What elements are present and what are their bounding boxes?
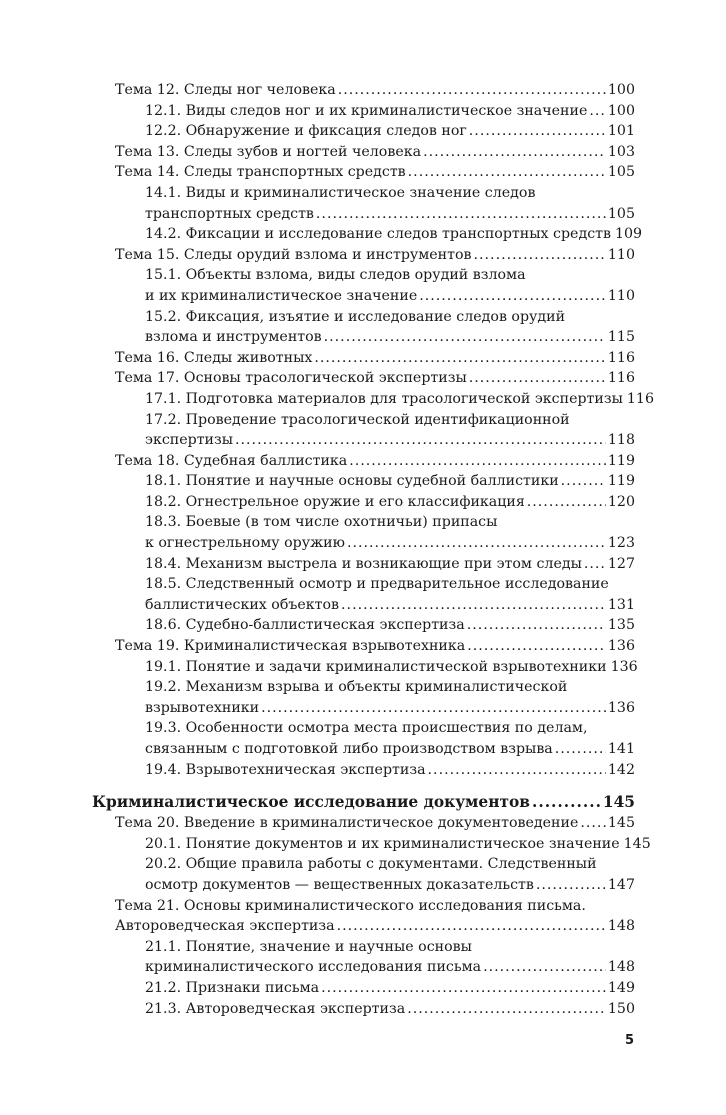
toc-entry-page: 131 [607,596,635,613]
dot-leader [314,348,606,369]
toc-entry-title: 18.2. Огнестрельное оружие и его классификация [145,493,525,510]
toc-entry-page: 127 [607,555,635,572]
toc-entry-topic [115,142,635,163]
toc-entry-line [145,615,635,636]
toc-entry-sub [145,574,635,615]
toc-entry-page: 110 [607,287,635,304]
toc-entry-topic [115,162,635,183]
toc-entry-sub [145,718,635,759]
toc-entry-topic [115,80,635,101]
toc-entry-title-first-line: Тема 21. Основы криминалистического исследования письма. [115,897,586,914]
toc-entry-page: 101 [607,123,635,140]
toc-entry-page: 136 [607,638,635,655]
dot-leader [469,368,606,389]
toc-entry-line [145,595,635,616]
toc-entry-line [145,389,654,410]
toc-entry-line [145,327,635,348]
toc-entry-title-first-line: 17.2. Проведение трасологической идентификационной [145,411,570,428]
toc-entry-line [145,739,635,760]
toc-entry-line [115,368,635,389]
toc-entry-sub [145,224,643,245]
toc-entry-page: 145 [602,793,635,812]
toc-entry-title: 21.3. Автороведческая экспертиза [145,1000,406,1017]
toc-entry-title-first-line: 18.5. Следственный осмотр и предварительное исследование [145,576,609,593]
toc-entry-line [145,286,635,307]
toc-entry-sub [145,410,635,451]
toc-entry-page: 100 [607,102,635,119]
toc-entry-line [115,80,635,101]
dot-leader [536,875,606,896]
dot-leader [423,142,606,163]
toc-entry-topic [115,368,635,389]
toc-entry-title: 18.1. Понятие и научные основы судебной баллистики [145,473,559,490]
toc-entry-page: 141 [607,741,635,757]
toc-entry-title-first-line: 15.1. Объекты взлома, виды следов орудий взлома [145,267,526,284]
toc-entry-line [115,348,635,369]
toc-entry-line [145,224,643,245]
toc-entry-line [145,533,635,554]
toc-entry-sub [145,978,635,999]
toc-entry-title: 12.1. Виды следов ног и их криминалистическое значение [145,102,588,119]
toc-entry-sub [145,615,635,636]
dot-leader [338,80,606,101]
toc-entry-title-first-line: 18.3. Боевые (в том числе охотничьи) припасы [145,514,498,531]
toc-entry-sub [145,937,635,978]
toc-entry-title: связанным с подготовкой либо производством взрыва [145,741,553,757]
toc-entry-page: 116 [607,370,635,387]
toc-entry-title: 12.2. Обнаружение и фиксация следов ног [145,123,467,140]
toc-entry-title: 18.4. Механизм выстрела и возникающие при этом следы [145,555,582,572]
toc-entry-line [145,554,635,575]
toc-entry-topic [115,813,635,834]
toc-entry-line [115,916,635,937]
dot-leader [555,739,606,760]
toc-entry-page: 136 [607,699,635,716]
toc-entry-title: Тема 20. Введение в криминалистическое документоведение [115,815,579,832]
toc-entry-sub [145,657,638,678]
toc-entry-sub [145,121,635,142]
toc-entry-title: Тема 13. Следы зубов и ногтей человека [115,143,422,160]
toc-entry-sub [145,101,635,122]
toc-entry-page: 118 [607,432,635,449]
toc-entry-page: 109 [614,226,643,243]
toc-entry-line [115,636,635,657]
toc-entry-page: 123 [607,535,635,552]
toc-entry-sub [145,760,635,781]
toc-entry-line [145,101,635,122]
toc-entry-line [92,792,635,813]
dot-leader [324,327,606,348]
toc-entry-page: 103 [607,143,635,160]
toc-entry-title: взлома и инструментов [145,329,322,346]
toc-entry-line [145,471,635,492]
toc-entry-title: 19.1. Понятие и задачи криминалистической взрывотехники [145,658,607,675]
dot-leader [349,451,606,472]
toc-entry-page: 105 [607,164,635,181]
toc-entry-line [115,245,635,266]
dot-leader [341,595,606,616]
toc-entry-line [145,121,635,142]
toc-entry-line [145,657,638,678]
dot-leader [428,760,606,781]
toc-entry-line [145,978,635,999]
toc-entry-topic [115,896,635,937]
toc-entry-topic [115,348,635,369]
dot-leader [483,957,606,978]
toc-entry-title: Тема 16. Следы животных [115,349,313,366]
dot-leader [474,245,606,266]
toc-entry-title: и их криминалистическое значение [145,287,418,304]
toc-entry-sub [145,999,635,1020]
toc-entry-title: баллистических объектов [145,596,340,613]
toc-entry-page: 116 [607,349,635,366]
dot-leader [316,204,606,225]
toc-entry-sub [145,677,635,718]
toc-entry-title: Тема 17. Основы трасологической экспертизы [115,370,467,387]
toc-entry-sub [145,492,635,513]
dot-leader [261,698,606,719]
toc-entry-sub [145,554,635,575]
toc-entry-title: Тема 14. Следы транспортных средств [115,164,406,181]
toc-entry-page: 105 [607,205,635,222]
toc-entry-line [145,430,635,451]
dot-leader [527,492,606,513]
toc-entry-page: 150 [607,1000,635,1017]
toc-entry-title: 18.6. Судебно-баллистическая экспертиза [145,617,465,634]
toc-entry-page: 147 [607,876,635,893]
toc-entry-title: Тема 19. Криминалистическая взрывотехника [115,638,466,655]
toc-entry-line [145,875,635,896]
toc-entry-line [145,999,635,1020]
toc-entry-title-first-line: 19.3. Особенности осмотра места происшествия по делам, [145,720,588,737]
toc-entry-line [115,813,635,834]
toc-entry-page: 110 [607,246,635,263]
dot-leader [235,430,606,451]
toc-entry-line [115,162,635,183]
toc-entry-title: Автороведческая экспертиза [115,918,335,935]
toc-entry-page: 135 [607,617,635,634]
dot-leader [467,636,606,657]
toc-entry-title-first-line: 14.1. Виды и криминалистическое значение следов [145,184,536,201]
toc-entry-page: 148 [607,959,635,976]
toc-entry-title: Тема 15. Следы орудий взлома и инструментов [115,246,472,263]
toc-entry-sub [145,389,654,410]
toc-entry-page: 116 [626,390,654,407]
toc-entry-line [115,451,635,472]
toc-entry-title-first-line: 19.2. Механизм взрыва и объекты криминалистической [145,679,568,696]
toc-entry-title: Тема 18. Судебная баллистика [115,452,348,469]
dot-leader [467,615,606,636]
dot-leader [589,101,606,122]
toc-entry-section [92,792,635,813]
toc-entry-title-first-line: 21.1. Понятие, значение и научные основы [145,938,472,955]
table-of-contents [0,80,726,1019]
toc-entry-page: 148 [607,918,635,935]
toc-entry-title: к огнестрельному оружию [145,535,345,552]
toc-entry-sub [145,854,635,895]
toc-entry-page: 149 [607,979,635,996]
toc-entry-line [145,492,635,513]
toc-entry-title: 21.2. Признаки письма [145,979,320,996]
toc-entry-sub [145,834,651,855]
toc-entry-title: Криминалистическое исследование документов [92,793,530,812]
toc-entry-title: 17.1. Подготовка материалов для трасологической экспертизы [145,390,623,407]
toc-entry-page: 145 [607,815,635,832]
dot-leader [337,916,606,937]
toc-entry-page: 119 [607,452,635,469]
toc-entry-title: Тема 12. Следы ног человека [115,82,336,98]
toc-entry-page: 119 [607,473,635,490]
toc-entry-line [145,760,635,781]
toc-entry-topic [115,245,635,266]
dot-leader [419,286,606,307]
toc-entry-title: 20.1. Понятие документов и их криминалистическое значение [145,835,620,852]
toc-entry-title: взрывотехники [145,699,260,716]
page-number: 5 [624,1033,634,1048]
toc-entry-page: 100 [607,82,635,98]
dot-leader [347,533,606,554]
toc-entry-topic [115,451,635,472]
dot-leader [532,792,601,813]
toc-entry-page: 136 [610,658,638,675]
toc-entry-line [115,142,635,163]
dot-leader [408,162,606,183]
toc-entry-sub [145,471,635,492]
dot-leader [561,471,606,492]
dot-leader [321,978,606,999]
toc-entry-sub [145,183,635,224]
dot-leader [584,554,606,575]
dot-leader [407,999,606,1020]
toc-entry-sub [145,512,635,553]
toc-entry-title: осмотр документов — вещественных доказательств [145,876,534,893]
toc-entry-sub [145,307,635,348]
toc-entry-line [145,204,635,225]
toc-entry-sub [145,265,635,306]
toc-entry-page: 120 [607,493,635,510]
toc-entry-line [145,698,635,719]
toc-entry-page: 142 [607,761,635,778]
toc-entry-title: транспортных средств [145,205,314,222]
toc-entry-title: 19.4. Взрывотехническая экспертиза [145,761,426,778]
toc-entry-page: 115 [607,329,635,346]
toc-entry-title-first-line: 15.2. Фиксация, изъятие и исследование следов орудий [145,308,566,325]
toc-entry-title: экспертизы [145,432,234,449]
toc-entry-topic [115,636,635,657]
dot-leader [580,813,606,834]
toc-entry-page: 145 [623,835,651,852]
toc-entry-title-first-line: 20.2. Общие правила работы с документами. Следственный [145,856,597,873]
dot-leader [469,121,606,142]
toc-entry-line [145,834,651,855]
toc-entry-title: криминалистического исследования письма [145,959,482,976]
toc-entry-line [145,957,635,978]
toc-entry-title: 14.2. Фиксации и исследование следов транспортных средств [145,226,611,243]
